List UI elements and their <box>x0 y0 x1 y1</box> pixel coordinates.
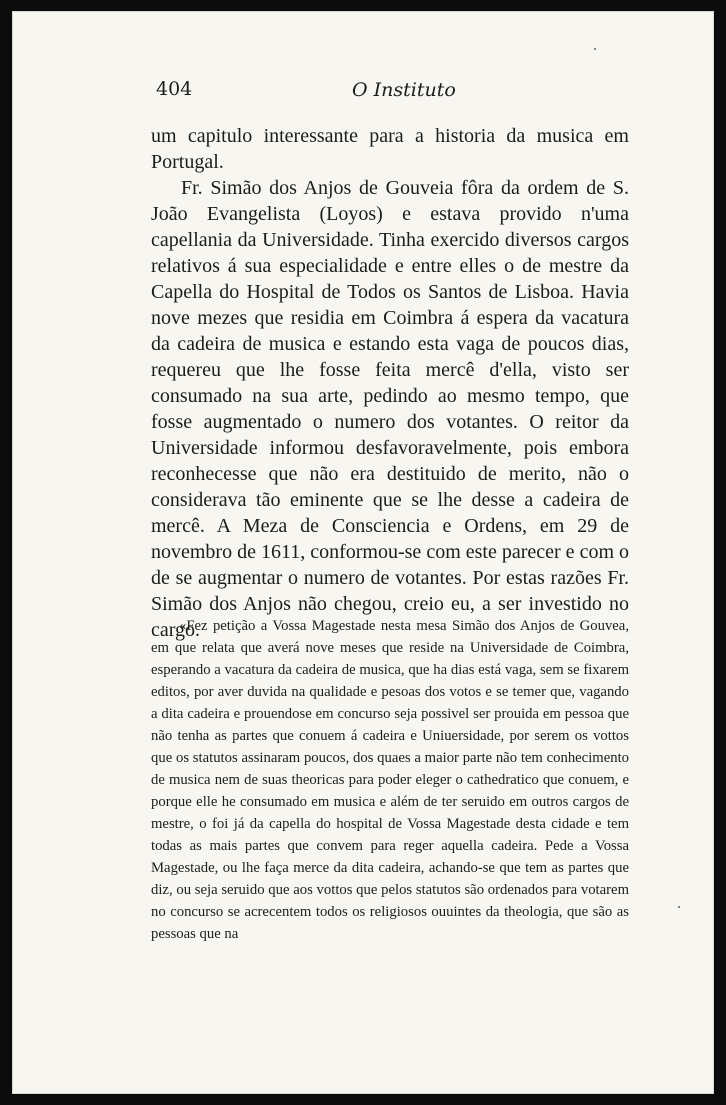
quoted-petition <box>151 615 629 945</box>
document-page <box>12 11 714 1094</box>
paper-speck <box>678 906 680 908</box>
page-header <box>156 78 592 106</box>
paragraph-2: Fr. Simão dos Anjos de Gouveia fôra da ordem de S. João Evangelista (Loyos) e estava provido n'uma capellania da Universidade. Tinha exercido diversos cargos relativos á sua especialidade e entre elles o de mestre da Capella do Hospital de Todos os Santos de Lisboa. Havia nove mezes que residia em Coimbra á espera da vacatura da cadeira de musica e estando esta vaga de poucos dias, requereu que lhe fosse feita mercê d'ella, visto ser consumado na sua arte, pedindo ao mesmo tempo, que fosse augmentado o numero dos votantes. O reitor da Universidade informou desfavoravelmente, pois embora reconhecesse que não era destituido de merito, não o considerava tão eminente que se lhe desse a cadeira de mercê. A Meza de Consciencia e Ordens, em 29 de novembro de 1611, conformou-se com este parecer e com o de se augmentar o numero de votantes. Por estas razões Fr. Simão dos Anjos não chegou, creio eu, a ser investido no cargo. <box>151 177 629 641</box>
page-number: 404 <box>156 78 193 100</box>
main-text <box>151 123 629 643</box>
paper-speck <box>594 48 596 50</box>
running-title: O Instituto <box>352 79 456 101</box>
paragraph-1: um capitulo interessante para a historia da musica em Portugal. <box>151 125 629 173</box>
quote-text: «Fez petição a Vossa Magestade nesta mesa Simão dos Anjos de Gouvea, em que relata que averá nove meses que reside na Universidade de Coimbra, esperando a vacatura da cadeira de musica, que ha dias está vaga, sem se fixarem editos, por aver duvida na qualidade e pesoas dos votos e se temer que, vagando a dita cadeira e prouendose em concurso seja possivel ser prouida em pessoa que não tenha as partes que conuem á cadeira e Uniuersidade, por serem os vottos que os statutos assinaram poucos, dos quaes a maior parte não tem conhecimento de musica nem de suas theoricas para poder eleger o cathedratico que conuem, e porque elle he consumado em musica e além de ter seruido em outros cargos de mestre, o foi já da capella do hospital de Vossa Magestade desta cidade e tem todas as mais partes que convem para reger aquella cadeira. Pede a Vossa Magestade, ou lhe faça merce da dita cadeira, achando-se que tem as partes que diz, ou seja seruido que aos vottos que pelos statutos são ordenados para votarem no concurso se acrecentem todos os religiosos ouuintes da theologia, que são as pessoas que na <box>151 618 629 942</box>
